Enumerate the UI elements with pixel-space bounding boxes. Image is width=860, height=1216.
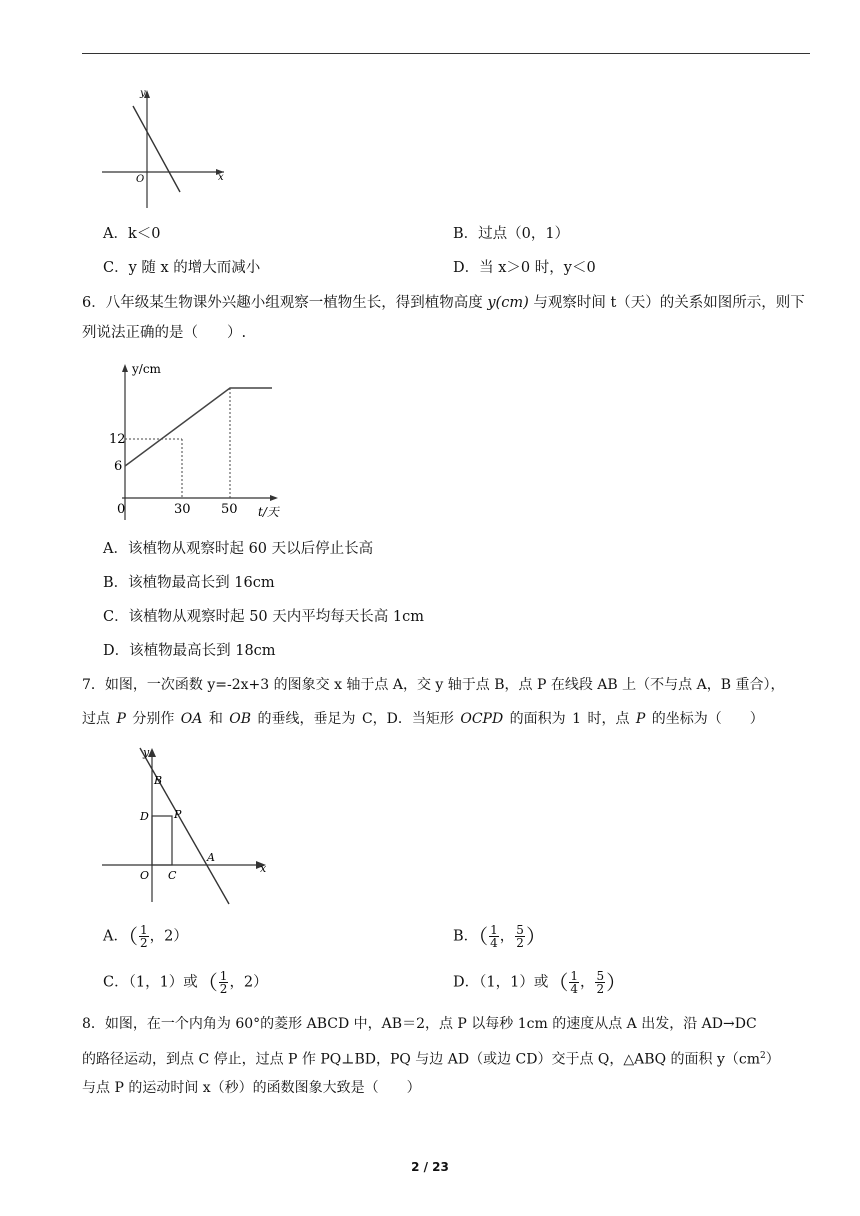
q7-x-label: x bbox=[260, 862, 267, 875]
q6-option-b: B．该植物最高长到 16cm bbox=[103, 575, 275, 591]
q6-option-d: D．该植物最高长到 18cm bbox=[103, 643, 276, 659]
q7-option-a: A．（ $\frac{1}{2}$ ，2） bbox=[103, 923, 188, 950]
q6-line bbox=[125, 388, 272, 466]
label-a: A bbox=[207, 851, 215, 864]
q5-origin: O bbox=[136, 174, 145, 185]
q7-y-label: y bbox=[143, 746, 150, 759]
tick-50: 50 bbox=[221, 502, 238, 517]
page-number: 2 / 23 bbox=[411, 1160, 449, 1174]
q6-stem bbox=[82, 288, 810, 348]
q7-graph bbox=[96, 742, 276, 912]
tick-30: 30 bbox=[174, 502, 191, 517]
q6-option-c: C．该植物从观察时起 50 天内平均每天长高 1cm bbox=[103, 609, 424, 625]
q7-line-1: 7．如图，一次函数 y=-2x+3 的图象交 x 轴于点 A，交 y 轴于点 B，点 P 在线段 AB 上（不与点 A，B 重合）， bbox=[82, 677, 785, 693]
q6-x-label: t/天 bbox=[258, 505, 279, 519]
q7-line bbox=[140, 748, 229, 904]
label-p: P bbox=[174, 808, 182, 821]
tick-6: 6 bbox=[114, 459, 123, 474]
tick-0: 0 bbox=[117, 502, 126, 517]
q6-option-a: A．该植物从观察时起 60 天以后停止长高 bbox=[103, 541, 374, 557]
q7-option-c: C．（1，1）或（ $\frac{1}{2}$ ，2） bbox=[103, 969, 268, 996]
q5-option-b: B．过点（0，1） bbox=[453, 226, 570, 242]
rectangle-ocpd bbox=[152, 816, 172, 865]
q7-option-b: B．（ $\frac{1}{4}$ ， $\frac{5}{2}$ ） bbox=[453, 923, 546, 950]
q6-text-2: 与观察时间 t（天）的关系如图所示，则下列说法正确的是（ ）. bbox=[82, 295, 805, 341]
q8-line-2: 的路径运动，到点 C 停止，过点 P 作 PQ⊥BD，PQ 与边 AD（或边 CD）交于点 Q，△ABQ 的面积 $y(cm^2)$ bbox=[82, 1051, 780, 1068]
label-c: C bbox=[168, 869, 177, 882]
fraction: $\frac{1}{4}$ bbox=[490, 923, 498, 950]
q5-option-a: A．k＜0 bbox=[103, 226, 161, 242]
q8-line-3: 与点 P 的运动时间 x（秒）的函数图象大致是（ ） bbox=[82, 1080, 421, 1096]
fraction: $\frac{1}{2}$ bbox=[139, 923, 148, 950]
q5-option-c: C．y 随 x 的增大而减小 bbox=[103, 260, 261, 276]
header-rule bbox=[82, 53, 810, 54]
q7-option-d: D．（1，1）或（ $\frac{1}{4}$ ， $\frac{5}{2}$ ） bbox=[453, 969, 627, 996]
q6-y-label: y/cm bbox=[132, 362, 161, 376]
x-arrow-icon bbox=[270, 495, 278, 501]
fraction: $\frac{5}{2}$ bbox=[516, 923, 524, 950]
fraction: $\frac{1}{2}$ bbox=[219, 969, 228, 996]
q5-y-label: y bbox=[140, 88, 146, 99]
q5-x-label: x bbox=[218, 172, 224, 183]
fraction: $\frac{5}{2}$ bbox=[596, 969, 605, 996]
q8-line-1: 8．如图，在一个内角为 60°的菱形 ABCD 中，AB＝2，点 P 以每秒 1cm 的速度从点 A 出发，沿 AD→DC bbox=[82, 1016, 757, 1032]
y-arrow-icon bbox=[122, 364, 128, 372]
fraction: $\frac{1}{4}$ bbox=[570, 969, 578, 996]
label-d: D bbox=[140, 810, 149, 823]
q6-var: y(cm) bbox=[487, 295, 529, 311]
tick-12: 12 bbox=[109, 432, 126, 447]
label-b: B bbox=[154, 774, 163, 787]
q5-option-d: D．当 x＞0 时，y＜0 bbox=[453, 260, 596, 276]
q7-line-2: 过点 P 分别作 OA 和 OB 的垂线，垂足为 C，D．当矩形 OCPD 的面积为 1 时，点 P 的坐标为（ ） bbox=[82, 711, 764, 727]
q6-graph bbox=[108, 358, 288, 526]
q6-text-1: 6．八年级某生物课外兴趣小组观察一植物生长，得到植物高度 bbox=[82, 295, 483, 311]
q5-graph bbox=[96, 84, 236, 214]
label-o: O bbox=[140, 869, 150, 882]
